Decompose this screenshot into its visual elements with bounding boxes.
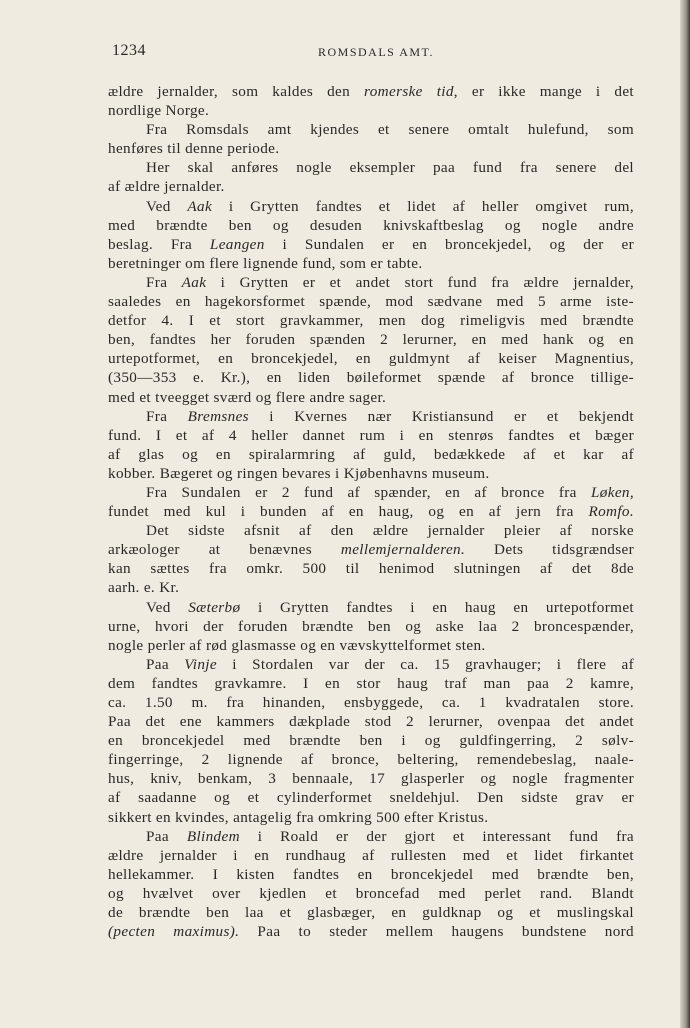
text-line (108, 865, 634, 884)
text-run: en broncekjedel med brændte ben i og guldfingerring, 2 sølv- (108, 732, 634, 750)
text-line (108, 788, 634, 807)
text-line (108, 846, 634, 865)
page-header (108, 42, 633, 64)
text-run: Ved (146, 197, 188, 215)
text-line (108, 808, 634, 827)
text-run: Fra Sundalen er 2 fund af spænder, en af bronce fra (146, 483, 591, 501)
text-line (108, 636, 634, 655)
text-line (108, 598, 634, 617)
italic-run: Romfo. (588, 503, 634, 521)
text-line (108, 674, 634, 693)
text-line (108, 120, 634, 139)
text-line (108, 197, 634, 216)
text-line (108, 750, 634, 769)
text-line (108, 292, 634, 311)
text-run: i Sundalen er en broncekjedel, og der er (264, 235, 634, 253)
text-run: beretninger om flere lignende fund, som er tabte. (108, 254, 423, 272)
text-line (108, 101, 634, 120)
text-line (108, 502, 634, 521)
text-run: Det sidste afsnit af den ældre jernalder pleier af norske (146, 522, 634, 540)
text-line (108, 617, 634, 636)
text-run: fundet med kul i bunden af en haug, og en af jern fra (108, 503, 589, 521)
text-run: arkæologer at benævnes (108, 541, 341, 559)
italic-run: Vinje (184, 655, 217, 673)
text-run: i Stordalen var der ca. 15 gravhauger; i flere af (216, 655, 634, 673)
text-line (108, 177, 634, 196)
text-run: kan sættes fra omkr. 500 til henimod slutningen af det 8de (108, 560, 634, 578)
text-run: saaledes en hagekorsformet spænde, mod sædvane med 5 arme iste- (108, 293, 634, 311)
text-run: i Grytten fandtes et lidet af heller omgivet rum, (212, 197, 634, 215)
text-run: beslag. Fra (108, 235, 210, 253)
text-run: Ved (146, 598, 189, 616)
text-line (108, 235, 634, 254)
text-line (108, 540, 634, 559)
text-run: Paa (146, 827, 187, 845)
running-head: ROMSDALS AMT. (318, 45, 434, 59)
italic-run: romerske tid (364, 83, 454, 100)
text-line (108, 388, 634, 407)
body-text (108, 82, 634, 941)
text-line (108, 483, 634, 502)
text-run: Paa to steder mellem haugens bundstene nord (239, 923, 634, 941)
text-line (108, 158, 634, 177)
text-run: Fra Romsdals amt kjendes et senere omtalt hulefund, som (146, 121, 634, 139)
text-run: aarh. e. Kr. (108, 579, 180, 597)
text-run: hus, kniv, benkam, 3 bennaale, 17 glasperler og nogle fragmenter (108, 770, 634, 788)
text-run: Her skal anføres nogle eksempler paa fund fra senere del (146, 159, 634, 177)
text-line (108, 578, 634, 597)
text-line (108, 82, 634, 101)
page-edge (680, 0, 690, 1028)
text-line (108, 330, 634, 349)
italic-run: Bremsnes (187, 407, 249, 425)
text-run: urne, hvori der foruden brændte ben og aske laa 2 broncespænder, (108, 617, 634, 635)
text-run: nogle perler af rød glasmasse og en vævskyttelformet sten. (108, 636, 486, 654)
text-run: ældre jernalder, som kaldes den (108, 83, 365, 100)
text-run: i Roald er der gjort et interessant fund fra (239, 827, 634, 845)
text-line (108, 655, 634, 674)
text-run: og hvælvet over kjedlen et broncefad med perlet rand. Blandt (108, 884, 634, 902)
text-line (108, 349, 634, 368)
text-line (108, 407, 634, 426)
text-run: i Kvernes nær Kristiansund er et bekjendt (248, 407, 634, 425)
text-line (108, 311, 634, 330)
text-run: detfor 4. I et stort gravkammer, men dog rimeligvis med brændte (108, 312, 634, 330)
text-line (108, 273, 634, 292)
italic-run: Aak (187, 197, 213, 215)
text-run: i Grytten fandtes i en haug en urtepotformet (240, 598, 634, 616)
text-line (108, 139, 634, 158)
text-run: med et tveegget sværd og flere andre sager. (108, 388, 387, 406)
text-line (108, 769, 634, 788)
text-line (108, 559, 634, 578)
text-run: af glas og en spiralarmring af guld, bedækkede af et kar af (108, 445, 634, 463)
text-run: med brændte ben og desuden knivskaftbeslag og nogle andre (108, 216, 634, 234)
text-run: ældre jernalder i en rundhaug af rullesten med et lidet firkantet (108, 846, 634, 864)
text-run: af ældre jernalder. (108, 178, 225, 196)
text-line (108, 426, 634, 445)
text-run: sikkert en kvindes, antagelig fra omkring 500 efter Kristus. (108, 808, 489, 826)
text-line (108, 712, 634, 731)
text-run: ca. 1.50 m. fra hinanden, ensbyggede, ca. 1 kvadratalen store. (108, 694, 634, 711)
italic-run: (pecten maximus). (108, 923, 240, 941)
text-run: nordlige Norge. (108, 102, 210, 120)
text-run: i Grytten er et andet stort fund fra ældre jernalder, (206, 273, 634, 291)
text-run: , er ikke mange i det (453, 83, 634, 100)
text-run: Fra (146, 407, 188, 425)
text-run: fund. I et af 4 heller dannet rum i en stenrøs fandtes et bæger (108, 426, 634, 444)
text-line (108, 368, 634, 387)
text-run: (350—353 e. Kr.), en liden bøileformet spænde af bronce tillige- (108, 369, 634, 387)
text-line (108, 903, 634, 922)
text-line (108, 922, 634, 941)
text-line (108, 464, 634, 483)
text-line (108, 731, 634, 750)
text-run: Dets tidsgrændser (465, 541, 634, 559)
italic-run: Løken, (590, 483, 634, 501)
text-line (108, 254, 634, 273)
text-run: Paa det ene kammers dækplade stod 2 lerurner, ovenpaa det andet (108, 713, 634, 731)
text-run: Fra (146, 273, 182, 291)
text-run: hellekammer. I kisten fandtes en broncekjedel med brændte ben, (108, 865, 634, 883)
text-run: de brændte ben laa et glasbæger, en guldknap og et muslingskal (108, 904, 634, 922)
italic-run: mellemjernalderen. (340, 541, 466, 559)
italic-run: Blindem (186, 827, 240, 845)
text-line (108, 445, 634, 464)
italic-run: Leangen (209, 235, 265, 253)
text-line (108, 693, 634, 712)
text-line (108, 884, 634, 903)
text-run: af saadanne og et cylinderformet sneldehjul. Den sidste grav er (108, 789, 634, 807)
text-line (108, 216, 634, 235)
text-run: kobber. Bægeret og ringen bevares i Kjøbenhavns museum. (108, 464, 490, 482)
text-run: dem fandtes gravkamre. I en stor haug traf man paa 2 kamre, (108, 674, 634, 692)
text-run: fingerringe, 2 lignende af bronce, beltering, remendebeslag, naale- (108, 751, 634, 769)
text-run: ben, fandtes her foruden spænden 2 lerurner, en med hank og en (108, 331, 634, 349)
italic-run: Sæterbø (188, 598, 241, 616)
text-line (108, 521, 634, 540)
text-run: henføres til denne periode. (108, 140, 280, 158)
text-run: Paa (146, 655, 185, 673)
italic-run: Aak (181, 273, 207, 291)
text-line (108, 827, 634, 846)
text-run: urtepotformet, en broncekjedel, en guldmynt af keiser Magnentius, (108, 350, 634, 368)
page-number: 1234 (112, 42, 146, 59)
